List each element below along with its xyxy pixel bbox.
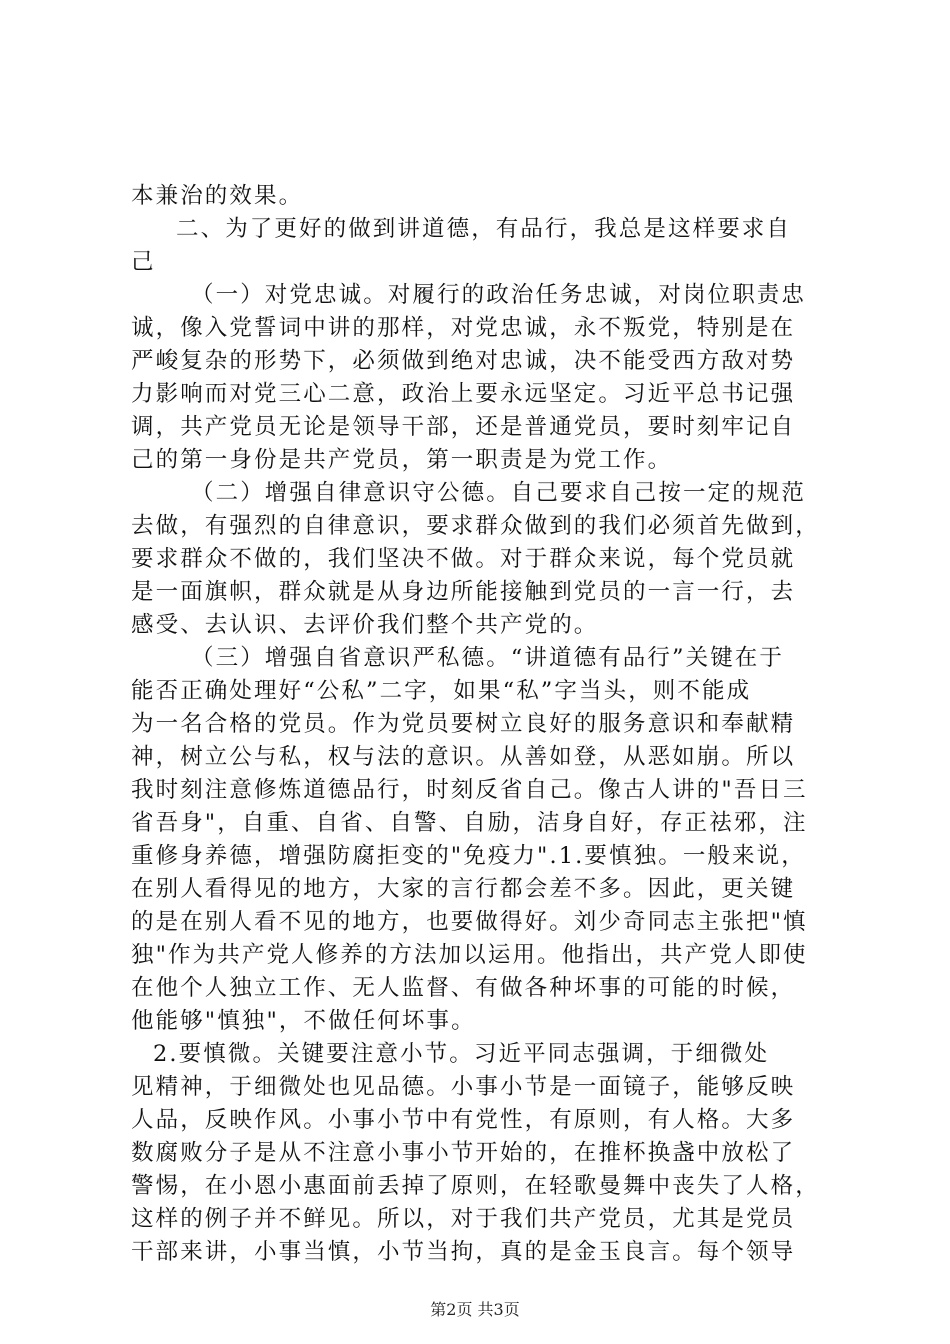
text-line: 严峻复杂的形势下，必须做到绝对忠诚，决不能受西方敌对势	[131, 348, 796, 374]
text-line: 见精神，于细微处也见品德。小事小节是一面镜子，能够反映	[131, 1074, 796, 1100]
text-line: 独"作为共产党人修养的方法加以运用。他指出，共产党人即使	[131, 942, 808, 968]
paragraph-start: 2.要慎微。关键要注意小节。习近平同志强调，于细微处	[153, 1041, 770, 1067]
text-line: 神，树立公与私，权与法的意识。从善如登，从恶如崩。所以	[131, 744, 796, 770]
text-line: 在别人看得见的地方，大家的言行都会差不多。因此，更关键	[131, 876, 796, 902]
paragraph-start: （三）增强自省意识严私德。“讲道德有品行”关键在于	[191, 645, 785, 671]
text-line: 干部来讲，小事当慎，小节当拘，真的是金玉良言。每个领导	[131, 1239, 796, 1265]
text-line: 己	[131, 249, 156, 275]
page-number: 第2页 共3页	[430, 1300, 520, 1319]
text-line: 省吾身"，自重、自省、自警、自励，洁身自好，存正祛邪，注	[131, 810, 808, 836]
text-line: 己的第一身份是共产党员，第一职责是为党工作。	[131, 447, 673, 473]
text-line: 去做，有强烈的自律意识，要求群众做到的我们必须首先做到，	[131, 513, 820, 539]
text-line: 调，共产党员无论是领导干部，还是普通党员，要时刻牢记自	[131, 414, 796, 440]
page-footer	[0, 1300, 950, 1320]
text-line: 数腐败分子是从不注意小事小节开始的，在推杯换盏中放松了	[131, 1140, 796, 1166]
text-line: 力影响而对党三心二意，政治上要永远坚定。习近平总书记强	[131, 381, 796, 407]
section-heading: 二、为了更好的做到讲道德，有品行，我总是这样要求自	[176, 216, 792, 242]
text-line: 这样的例子并不鲜见。所以，对于我们共产党员，尤其是党员	[131, 1206, 796, 1232]
text-line: 在他个人独立工作、无人监督、有做各种坏事的可能的时候，	[131, 975, 796, 1001]
text-line: 我时刻注意修炼道德品行，时刻反省自己。像古人讲的"吾日三	[131, 777, 808, 803]
text-line: 能否正确处理好“公私”二字，如果“私”字当头，则不能成	[131, 678, 752, 704]
text-line: 的是在别人看不见的地方，也要做得好。刘少奇同志主张把"慎	[131, 909, 808, 935]
text-line: 是一面旗帜，群众就是从身边所能接触到党员的一言一行，去	[131, 579, 796, 605]
text-line: 人品，反映作风。小事小节中有党性，有原则，有人格。大多	[131, 1107, 796, 1133]
text-line: 他能够"慎独"，不做任何坏事。	[131, 1008, 476, 1034]
text-line: 警惕，在小恩小惠面前丢掉了原则，在轻歌曼舞中丧失了人格，	[131, 1173, 820, 1199]
text-line: 诚，像入党誓词中讲的那样，对党忠诚，永不叛党，特别是在	[131, 315, 796, 341]
text-line: 重修身养德，增强防腐拒变的"免疫力".1.要慎独。一般来说，	[131, 843, 806, 869]
text-line: 为一名合格的党员。作为党员要树立良好的服务意识和奉献精	[131, 711, 796, 737]
text-line: 要求群众不做的，我们坚决不做。对于群众来说，每个党员就	[131, 546, 796, 572]
document-body	[131, 180, 831, 1269]
text-line: 感受、去认识、去评价我们整个共产党的。	[131, 612, 599, 638]
paragraph-start: （一）对党忠诚。对履行的政治任务忠诚，对岗位职责忠	[191, 282, 807, 308]
text-line: 本兼治的效果。	[131, 183, 304, 209]
paragraph-start: （二）增强自律意识守公德。自己要求自己按一定的规范	[191, 480, 807, 506]
